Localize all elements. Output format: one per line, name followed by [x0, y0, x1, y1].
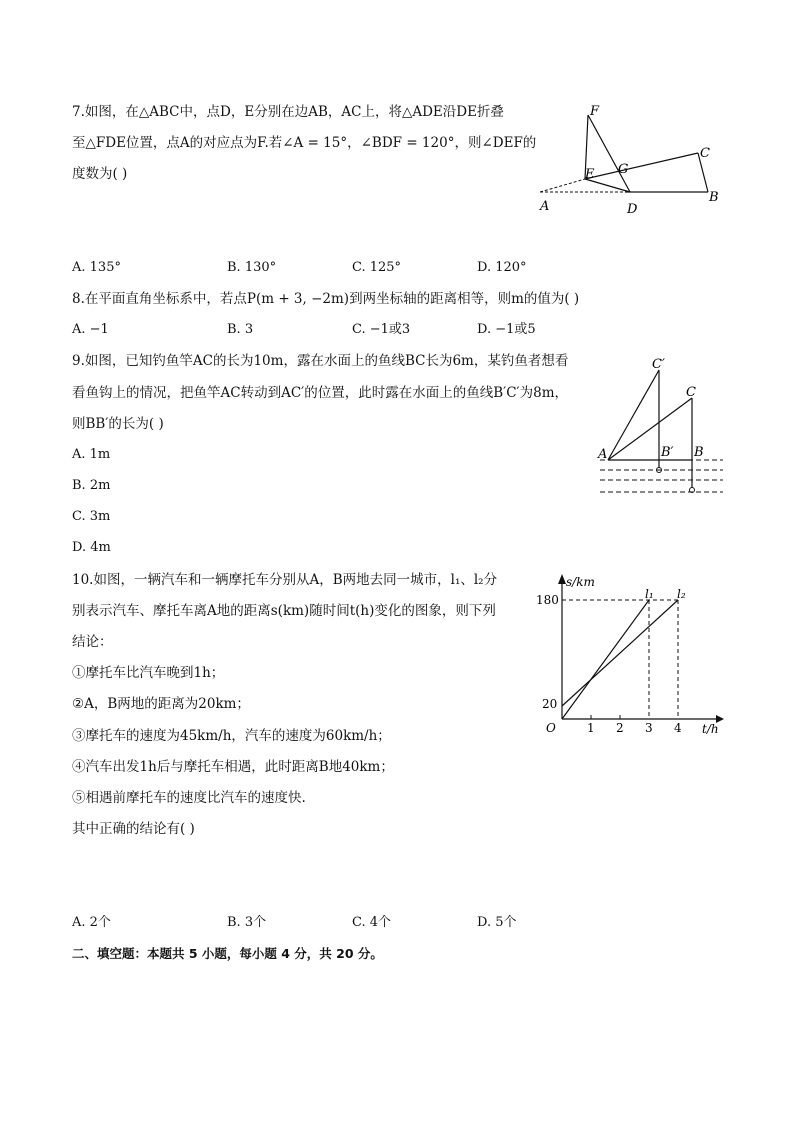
- label-F: F: [590, 104, 600, 119]
- q7-option-c[interactable]: C. 125°: [352, 260, 402, 275]
- label-l2: l₂: [677, 587, 686, 601]
- x-tick-3: 3: [645, 721, 653, 735]
- label-C-prime: C′: [652, 357, 665, 372]
- y-tick-20: 20: [542, 697, 558, 711]
- q7-line-3: 度数为( ): [72, 166, 128, 182]
- y-tick-180: 180: [536, 593, 559, 607]
- q9-figure: [590, 350, 730, 500]
- q8-option-a[interactable]: A. −1: [72, 322, 109, 337]
- section-title: 二、填空题：本题共 5 小题，每小题 4 分，共 20 分。: [72, 946, 383, 961]
- q10-line-2: 别表示汽车、摩托车离A地的距离s(km)随时间t(h)变化的图象，则下列: [72, 603, 496, 619]
- origin-label: O: [546, 721, 556, 735]
- y-axis-arrow: [558, 574, 566, 584]
- q10-statement-1: ①摩托车比汽车晚到1h；: [72, 665, 225, 681]
- q7-line-2: 至△FDE位置，点A的对应点为F.若∠A = 15°，∠BDF = 120°，则∠DEF的: [72, 135, 537, 151]
- x-axis-label: t/h: [702, 722, 719, 736]
- label-D: D: [627, 202, 638, 217]
- q8-option-d[interactable]: D. −1或5: [477, 322, 536, 337]
- q9-option-a[interactable]: A. 1m: [72, 447, 111, 462]
- y-axis-label: s/km: [566, 575, 595, 589]
- q8-option-c[interactable]: C. −1或3: [352, 322, 411, 337]
- q10-statement-3: ③摩托车的速度为45km/h，汽车的速度为60km/h；: [72, 728, 391, 744]
- q10-statement-2: ②A，B两地的距离为20km；: [72, 696, 250, 712]
- q10-statement-4: ④汽车出发1h后与摩托车相遇，此时距离B地40km；: [72, 759, 394, 775]
- q9-option-c[interactable]: C. 3m: [72, 509, 111, 524]
- line-l2: [562, 600, 678, 706]
- label-G: G: [618, 162, 629, 177]
- q10-question: 其中正确的结论有( ): [72, 821, 195, 837]
- q10-option-d[interactable]: D. 5个: [477, 915, 517, 930]
- q8-line-1: 8.在平面直角坐标系中，若点P(m + 3, −2m)到两坐标轴的距离相等，则m的值为( ): [72, 291, 580, 307]
- x-tick-1: 1: [587, 721, 595, 735]
- q9-line-2: 看鱼钩上的情况，把鱼竿AC转动到AC′的位置，此时露在水面上的鱼线B′C′为8m，: [72, 385, 568, 401]
- label-A: A: [540, 199, 550, 214]
- q9-line-1: 9.如图，已知钓鱼竿AC的长为10m，露在水面上的鱼线BC长为6m，某钓鱼者想看: [72, 353, 569, 369]
- q9-option-b[interactable]: B. 2m: [72, 478, 111, 493]
- rod-AC: [608, 398, 692, 460]
- q10-statement-5: ⑤相遇前摩托车的速度比汽车的速度快.: [72, 790, 306, 806]
- label-C: C: [700, 146, 710, 161]
- label-B: B: [709, 190, 719, 205]
- label-B: B: [694, 445, 704, 460]
- label-C: C: [686, 385, 696, 400]
- q9-line-3: 则BB′的长为( ): [72, 416, 164, 432]
- q10-option-c[interactable]: C. 4个: [352, 915, 392, 930]
- q10-line-3: 结论：: [72, 634, 113, 650]
- rod-AC-prime: [608, 370, 659, 460]
- q7-option-d[interactable]: D. 120°: [477, 260, 527, 275]
- q10-option-a[interactable]: A. 2个: [72, 915, 111, 930]
- label-A: A: [598, 447, 608, 462]
- label-E: E: [585, 167, 595, 182]
- label-l1: l₁: [645, 587, 654, 601]
- segment-EC: [585, 153, 698, 179]
- q9-option-d[interactable]: D. 4m: [72, 540, 111, 555]
- q7-figure: [530, 95, 730, 220]
- q10-line-1: 10.如图，一辆汽车和一辆摩托车分别从A，B两地去同一城市，l₁、l₂分: [72, 572, 498, 588]
- q10-graph: [530, 570, 730, 740]
- label-B-prime: B′: [661, 445, 674, 460]
- q7-option-b[interactable]: B. 130°: [227, 260, 277, 275]
- q8-option-b[interactable]: B. 3: [227, 322, 254, 337]
- line-l1: [562, 600, 649, 719]
- x-tick-2: 2: [616, 721, 624, 735]
- segment-AE: [540, 179, 585, 192]
- q7-line-1: 7.如图，在△ABC中，点D，E分别在边AB，AC上，将△ADE沿DE折叠: [72, 104, 504, 120]
- q10-option-b[interactable]: B. 3个: [227, 915, 267, 930]
- q7-option-a[interactable]: A. 135°: [72, 260, 121, 275]
- x-tick-4: 4: [674, 721, 682, 735]
